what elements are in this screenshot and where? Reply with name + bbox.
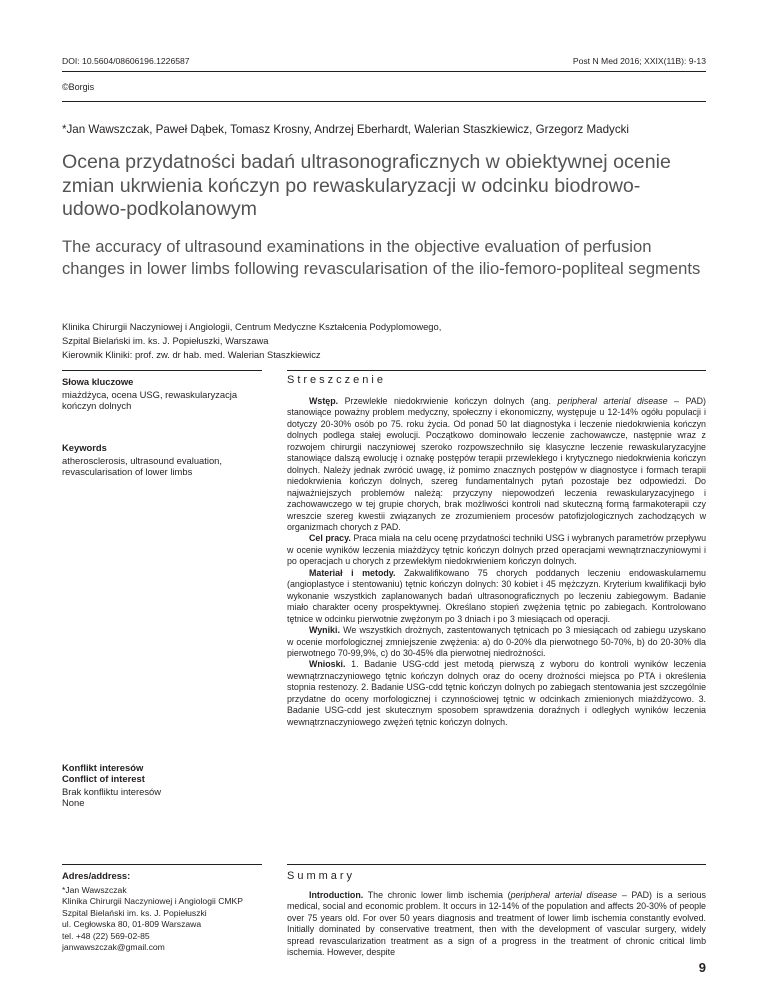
label: Cel pracy.: [309, 533, 351, 544]
label: Materiał i metody.: [309, 567, 396, 578]
keywords-text: atherosclerosis, ultrasound evaluation, revascularisation of lower limbs: [62, 455, 222, 478]
keywords-english: [62, 442, 262, 478]
keywords-heading: Keywords: [62, 442, 107, 453]
address-line: Klinika Chirurgii Naczyniowej i Angiologii CMKP: [62, 896, 244, 907]
label: Introduction.: [309, 890, 364, 900]
address-line: tel. +48 (22) 569-02-85: [62, 930, 150, 941]
affiliation-line: Szpital Bielański im. ks. J. Popiełuszki, Warszawa: [62, 335, 269, 346]
address-line: Szpital Bielański im. ks. J. Popiełuszki: [62, 907, 207, 918]
label: Wyniki.: [309, 625, 340, 636]
keywords-text: miażdżyca, ocena USG, rewaskularyzacja kończyn dolnych: [62, 389, 238, 412]
affiliation: [62, 320, 441, 362]
abstract-body: [287, 396, 706, 728]
abstract-intro: Wstęp. Przewlekłe niedokrwienie kończyn dolnych (ang. peripheral arterial disease – PAD) stanowiące poważny problem medyczny, społeczny i ekonomiczny, występuje u 12-14% ogółu populacji i dotyczy 20-30% osób po 75. roku życia. Od ponad 50 lat diagnostyka i leczenie niedokrwienia kończyn dolnych podlega stałej ewolucji. Początkowo dominowało leczenie zachowawcze, następnie wraz z rozwojem chirurgii naczyniowej szeroko rozpowszechniło się klasyczne leczenie rewaskularyzacyjne stanowiące dalszą ewolucję i oznakę postępów terapii przewlekłego i krytycznego niedokrwienia kończyn dolnych. Należy jednak zwrócić uwagę, iż pomimo znacznych postępów w diagnostyce i formach terapii niedokrwienia kończyn dolnych, szereg fundamentalnych pytań pozostaje bez odpowiedzi. Do najważniejszych problemów należą: przyczyny niepowodzeń leczenia rewaskularyzacyjnego i zachowawczego w tej grupie chorych, brak możliwości kontroli nad skuteczną formą farmakoterapii czy wreszcie szereg kwestii związanych ze zrozumieniem procesów patofizjologicznych zachodzących w organizmach chorych z PAD.: [287, 396, 706, 532]
correspondence-address: [62, 870, 262, 953]
page-number: 9: [698, 960, 706, 975]
label: Wstęp.: [309, 396, 339, 406]
address-rule: [62, 864, 262, 865]
title-polish: Ocena przydatności badań ultrasonograficznych w obiektywnej ocenie zmian ukrwienia kończyn po rewaskularyzacji w odcinku biodrowo-udowo-podkolanowym: [62, 151, 671, 220]
sidebar-rule: [62, 370, 262, 371]
doi: DOI: 10.5604/08606196.1226587: [62, 56, 190, 66]
address-email: janwawszczak@gmail.com: [62, 942, 165, 953]
keywords-polish: [62, 376, 252, 412]
affiliation-line: Kierownik Kliniki: prof. zw. dr hab. med. Walerian Staszkiewicz: [62, 349, 321, 360]
affiliation-line: Klinika Chirurgii Naczyniowej i Angiologii, Centrum Medyczne Kształcenia Podyplomowego,: [62, 321, 442, 332]
summary-rule: [287, 864, 706, 865]
authors: *Jan Wawszczak, Paweł Dąbek, Tomasz Krosny, Andrzej Eberhardt, Walerian Staszkiewicz, Grzegorz Madycki: [62, 123, 630, 136]
address-heading: Adres/address:: [62, 870, 131, 881]
address-line: ul. Cegłowska 80, 01-809 Warszawa: [62, 919, 202, 930]
address-line: *Jan Wawszczak: [62, 885, 127, 895]
publisher-rule: [62, 101, 706, 102]
conflict-heading: Conflict of interest: [62, 773, 145, 784]
abstract-methods: Materiał i metody. Zakwalifikowano 75 chorych poddanych leczeniu endowaskularnemu (angioplastyce i stentowaniu) tętnic kończyn dolnych: 30 kobiet i 45 mężczyzn. Kryterium kwalifikacji było wykonanie wszystkich zaplanowanych badań ultrasonograficznych po leczeniu zabiegowym. Badanie miało charakter oceny prospektywnej. Określano stopień zwężenia tętnic po zabiegach. Kontrolowano tętnice w odcinku pierwotnie zwężonym po 3 dniach i po 3 miesiącach od operacji.: [287, 567, 706, 624]
title-english: The accuracy of ultrasound examinations in the objective evaluation of perfusion changes in lower limbs following revascularisation of the ilio-femoro-popliteal segments: [62, 237, 701, 278]
abstract-conclusions: Wnioski. 1. Badanie USG-cdd jest metodą pierwszą z wyboru do kontroli wyników leczenia wewnątrznaczyniowego tętnic kończyn dolnych oraz do oceny drożności miejsca po PTA i określenia stopnia restenozy. 2. Badanie USG-cdd tętnic kończyn dolnych po zabiegach stentowania jest szczególnie przydatne do oceny morfologicznej i czynnościowej tętnic w odcinkach zmienionych miażdżycowo. 3. Badanie USG-cdd jest skutecznym sposobem sprawdzenia doraźnych i odległych wyników leczenia wewnątrznaczyniowego zwężeń tętnic kończyn dolnych.: [287, 659, 707, 727]
keywords-heading: Słowa kluczowe: [62, 376, 134, 387]
summary-intro: Introduction. The chronic lower limb ischemia (peripheral arterial disease – PAD) is a serious medical, social and economic problem. It occurs in 12-14% of the population and affects 20-30% of people over 75 years old. For over 50 years diagnosis and treatment of lower limb ischemia constantly evolved. Initially dominated by conservative treatment, then with the development of vascular surgery, widely spread revascularization treatment as a sign of a progress in the treatment of chronic critical limb ischemia. However, despite: [287, 890, 706, 958]
conflict-of-interest: [62, 762, 262, 809]
summary-heading: Summary: [287, 870, 356, 882]
abstract-heading: Streszczenie: [287, 374, 386, 386]
conflict-text: Brak konfliktu interesów: [62, 786, 162, 797]
header-rule: [62, 71, 706, 72]
citation: Post N Med 2016; XXIX(11B): 9-13: [572, 56, 706, 66]
abstract-aim: Cel pracy. Praca miała na celu ocenę przydatności techniki USG i wybranych parametrów przepływu w ocenie wyników leczenia miażdżycy tętnic kończyn dolnych przed operacjami wewnątrznaczyniowymi i po operacjach u chorych z przewlekłym niedokrwieniem kończyn dolnych.: [287, 533, 707, 567]
conflict-heading: Konflikt interesów: [62, 762, 144, 773]
summary-body: [287, 890, 706, 959]
abstract-results: Wyniki. We wszystkich drożnych, zastentowanych tętnicach po 3 miesiącach od zabiegu uzyskano w ocenie morfologicznej zmniejszenie zwężenia: a) do 0-20% dla pierwotnego 50-70%, b) do 20-30% dla pierwotnego 70-99,9%, c) do 30-45% dla pierwotnej niedrożności.: [287, 625, 706, 658]
conflict-text: None: [62, 797, 85, 809]
abstract-rule: [287, 370, 706, 371]
label: Wnioski.: [309, 659, 346, 670]
publisher: ©Borgis: [62, 82, 95, 92]
